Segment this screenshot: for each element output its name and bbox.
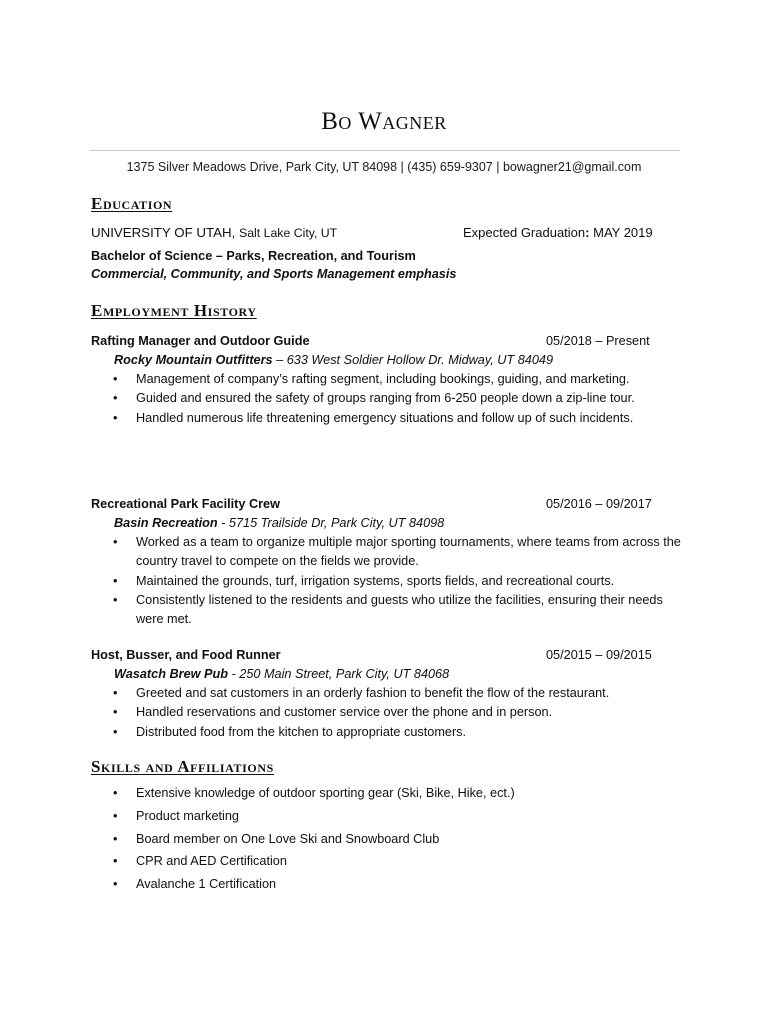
education-heading: Education xyxy=(91,194,173,213)
bullet-icon: • xyxy=(113,705,118,720)
job-employer-line xyxy=(114,515,444,531)
list-item: • Worked as a team to organize multiple major sporting tournaments, where teams from across the country travel to compete on the fields we provide. xyxy=(113,535,681,569)
bullet-icon: • xyxy=(113,831,118,846)
job-title: Recreational Park Facility Crew xyxy=(91,497,280,511)
list-item: • Guided and ensured the safety of groups ranging from 6-250 people down a zip-line tour. xyxy=(113,389,646,408)
education-school-line xyxy=(91,225,337,241)
list-item: • Board member on One Love Ski and Snowboard Club xyxy=(113,828,693,851)
bullet-icon: • xyxy=(113,686,118,700)
employment-heading: Employment History xyxy=(91,301,257,320)
school-location: Salt Lake City, UT xyxy=(239,226,338,240)
job-address: – 633 West Soldier Hollow Dr. Midway, UT 84049 xyxy=(272,353,554,367)
bullet-icon: • xyxy=(113,535,118,549)
job-dates: 05/2015 – 09/2015 xyxy=(546,648,652,662)
job-bullets xyxy=(113,533,683,629)
job-title: Rafting Manager and Outdoor Guide xyxy=(91,334,310,348)
job-dates: 05/2018 – Present xyxy=(546,334,650,348)
degree: Bachelor of Science – Parks, Recreation, and Tourism xyxy=(91,249,416,263)
bullet-icon: • xyxy=(113,786,118,800)
list-item: • Greeted and sat customers in an orderly fashion to benefit the flow of the restaurant. xyxy=(113,684,683,703)
bullet-icon: • xyxy=(113,592,118,607)
skills-list xyxy=(113,782,693,896)
job-dates: 05/2016 – 09/2017 xyxy=(546,497,652,511)
job-bullets xyxy=(113,684,683,742)
list-item: • Management of company’s rafting segment, including bookings, guiding, and marketing. xyxy=(113,370,683,389)
bullet-icon: • xyxy=(113,877,118,892)
list-item: • Handled numerous life threatening emergency situations and follow up of such incidents. xyxy=(113,409,646,428)
list-item: • Extensive knowledge of outdoor sporting gear (Ski, Bike, Hike, ect.) xyxy=(113,782,693,805)
resume-name: Bo Wagner xyxy=(321,108,447,135)
job-bullets xyxy=(113,370,683,428)
degree-emphasis: Commercial, Community, and Sports Management emphasis xyxy=(91,267,457,281)
graduation-line: Expected Graduation: MAY 2019 xyxy=(463,225,653,240)
job-address: - 5715 Trailside Dr, Park City, UT 84098 xyxy=(217,516,445,530)
contact-line: 1375 Silver Meadows Drive, Park City, UT 84098 | (435) 659-9307 | bowagner21@gmail.com xyxy=(126,160,642,174)
job-title: Host, Busser, and Food Runner xyxy=(91,648,281,662)
job-employer: Rocky Mountain Outfitters xyxy=(114,353,273,367)
bullet-icon: • xyxy=(113,391,118,406)
list-item: • Avalanche 1 Certification xyxy=(113,873,693,896)
graduation-label: Expected Graduation xyxy=(463,225,586,240)
list-item: • Maintained the grounds, turf, irrigation systems, sports fields, and recreational courts. xyxy=(113,572,683,591)
bullet-icon: • xyxy=(113,854,118,869)
bullet-icon: • xyxy=(113,410,118,425)
list-item: • Consistently listened to the residents and guests who utilize the facilities, ensuring their needs were met. xyxy=(113,592,663,627)
bullet-icon: • xyxy=(113,372,118,386)
list-item: • Product marketing xyxy=(113,805,693,828)
school-name: UNIVERSITY OF UTAH, xyxy=(91,225,236,240)
list-item: • Distributed food from the kitchen to appropriate customers. xyxy=(113,723,683,742)
job-employer: Basin Recreation xyxy=(114,516,218,530)
list-item: • CPR and AED Certification xyxy=(113,850,693,873)
skills-heading: Skills and Affiliations xyxy=(91,757,274,776)
bullet-icon: • xyxy=(113,573,118,588)
header-divider xyxy=(90,150,680,151)
graduation-value: MAY 2019 xyxy=(593,225,653,240)
list-item: • Handled reservations and customer service over the phone and in person. xyxy=(113,703,683,722)
job-employer-line xyxy=(114,666,449,682)
job-employer-line xyxy=(114,352,553,368)
job-address: - 250 Main Street, Park City, UT 84068 xyxy=(227,667,450,681)
bullet-icon: • xyxy=(113,724,118,739)
bullet-icon: • xyxy=(113,808,118,823)
job-employer: Wasatch Brew Pub xyxy=(114,667,228,681)
